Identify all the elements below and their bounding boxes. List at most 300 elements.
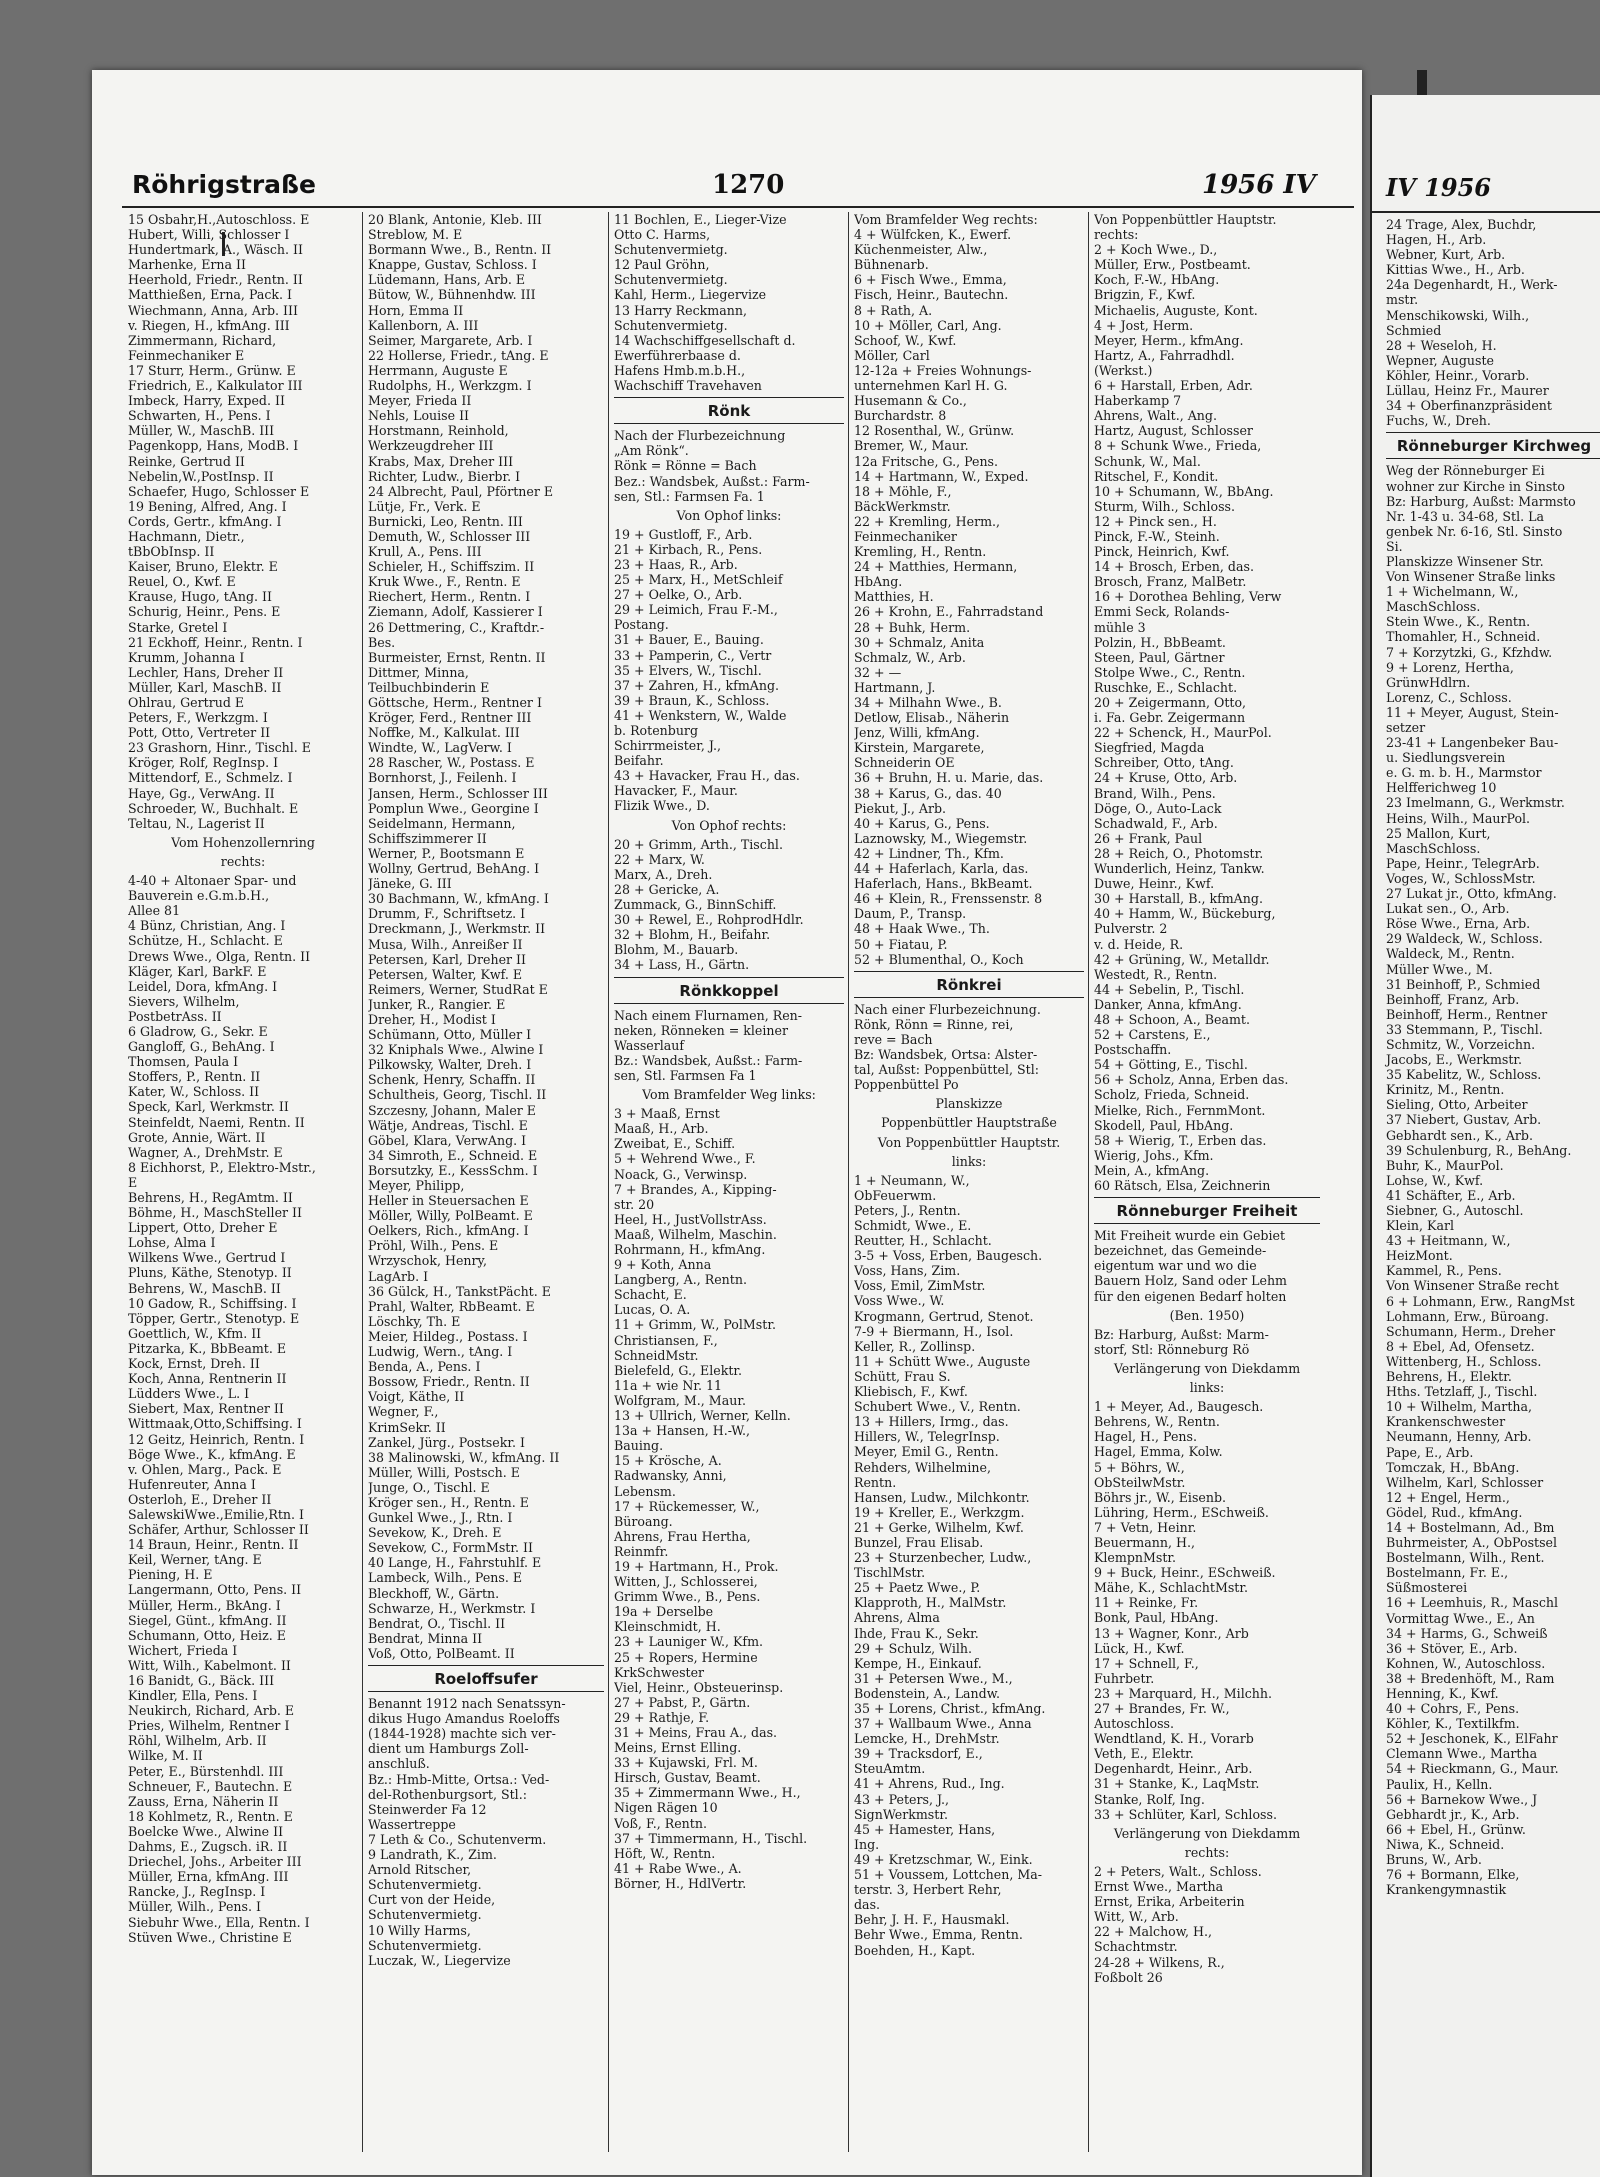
directory-entry: Lüdders Wwe., L. I bbox=[128, 1386, 250, 1402]
directory-entry: 26 + Krohn, E., Fahrradstand bbox=[854, 604, 1044, 620]
directory-entry: 28 Rascher, W., Postass. E bbox=[368, 755, 535, 771]
directory-entry: das. bbox=[854, 1897, 881, 1913]
directory-entry: unternehmen Karl H. G. bbox=[854, 378, 1008, 394]
directory-entry: Voges, W., SchlossMstr. bbox=[1386, 870, 1536, 886]
section-rule bbox=[1094, 1197, 1320, 1198]
directory-entry: terstr. 3, Herbert Rehr, bbox=[854, 1882, 1002, 1898]
directory-entry: Pluns, Käthe, Stenotyp. II bbox=[128, 1265, 292, 1281]
directory-entry: Behr Wwe., Emma, Rentn. bbox=[854, 1927, 1023, 1943]
directory-entry: Nebelin,W.,PostInsp. II bbox=[128, 468, 274, 484]
directory-entry: 19 Bening, Alfred, Ang. I bbox=[128, 498, 287, 514]
directory-entry: 54 + Rieckmann, G., Maur. bbox=[1386, 1761, 1559, 1777]
directory-entry: Hachmann, Dietr., bbox=[128, 528, 245, 544]
directory-entry: Schubert Wwe., V., Rentn. bbox=[854, 1399, 1021, 1415]
directory-entry: Nr. 1-43 u. 34-68, Stl. La bbox=[1386, 508, 1544, 524]
directory-entry: Müller, Herm., BkAng. I bbox=[128, 1597, 281, 1613]
directory-entry: 52 + Carstens, E., bbox=[1094, 1027, 1211, 1043]
directory-entry: Hansen, Ludw., Milchkontr. bbox=[854, 1489, 1030, 1505]
directory-entry: Postang. bbox=[614, 617, 669, 633]
directory-entry: 20 + Zeigermann, Otto, bbox=[1094, 695, 1247, 710]
directory-entry: Horstmann, Reinhold, bbox=[368, 423, 509, 439]
directory-entry: v. Riegen, H., kfmAng. III bbox=[128, 317, 290, 333]
directory-entry: 20 + Grimm, Arth., Tischl. bbox=[614, 836, 783, 852]
directory-entry: Schutenvermietg. bbox=[614, 242, 728, 258]
directory-entry: Mielke, Rich., FernmMont. bbox=[1094, 1102, 1266, 1118]
directory-entry: 9 + Koth, Anna bbox=[614, 1257, 712, 1273]
directory-entry: Weg der Rönneburger Ei bbox=[1386, 463, 1545, 479]
directory-entry: Siegfried, Magda bbox=[1094, 740, 1205, 756]
directory-entry: Kröger, Ferd., Rentner III bbox=[368, 710, 532, 726]
directory-entry: Bz.: Wandsbek, Außst.: Farm- bbox=[614, 1052, 803, 1068]
directory-entry: Behrens, W., MaschB. II bbox=[128, 1280, 281, 1296]
directory-entry: Schneuer, F., Bautechn. E bbox=[128, 1778, 293, 1794]
directory-column-3 bbox=[614, 212, 844, 2162]
column-divider bbox=[362, 212, 363, 2152]
directory-entry: Dreckmann, J., Werkmstr. II bbox=[368, 921, 546, 937]
directory-entry: 27 + Pabst, P., Gärtn. bbox=[614, 1694, 751, 1710]
directory-entry: Starke, Gretel I bbox=[128, 619, 228, 635]
directory-entry: Reuel, O., Kwf. E bbox=[128, 574, 236, 590]
directory-entry: SteuAmtm. bbox=[854, 1761, 926, 1777]
directory-entry: Hubert, Willi, Schlosser I bbox=[128, 227, 290, 243]
directory-entry: Meyer, Frieda II bbox=[368, 393, 472, 409]
directory-entry: Beuermann, H., bbox=[1094, 1534, 1195, 1550]
directory-entry: Kater, W., Schloss. II bbox=[128, 1084, 260, 1100]
directory-entry: Pinck, F.-W., Steinh. bbox=[1094, 528, 1220, 544]
directory-entry: Bez.: Wandsbek, Außst.: Farm- bbox=[614, 473, 810, 489]
directory-entry: Lohmann, Erw., Büroang. bbox=[1386, 1308, 1549, 1324]
directory-entry: 50 + Fiatau, P. bbox=[854, 936, 948, 952]
directory-entry: Schneiderin OE bbox=[854, 755, 955, 771]
directory-entry: 25 Mallon, Kurt, bbox=[1386, 825, 1491, 841]
directory-entry: Keil, Werner, tAng. E bbox=[128, 1552, 262, 1568]
directory-entry: Röhl, Wilhelm, Arb. II bbox=[128, 1733, 267, 1749]
left-page bbox=[92, 70, 1362, 2175]
directory-entry: 12-12a + Freies Wohnungs- bbox=[854, 362, 1032, 378]
directory-entry: Meins, Ernst Elling. bbox=[614, 1740, 742, 1756]
section-note: Von Poppenbüttler Hauptstr. bbox=[877, 1134, 1061, 1150]
directory-entry: 1 + Neumann, W., bbox=[854, 1172, 970, 1188]
directory-entry: Wasserlauf bbox=[614, 1037, 685, 1053]
directory-entry: 13a + Hansen, H.-W., bbox=[614, 1423, 751, 1439]
directory-entry: Maaß, Wilhelm, Maschin. bbox=[614, 1226, 777, 1242]
directory-entry: Peters, F., Werkzgm. I bbox=[128, 710, 268, 726]
directory-entry: Haferlach, Hans., BkBeamt. bbox=[854, 876, 1033, 892]
directory-entry: 19a + Derselbe bbox=[614, 1604, 714, 1620]
directory-entry: Seidelmann, Hermann, bbox=[368, 815, 516, 831]
directory-entry: Rudolphs, H., Werkzgm. I bbox=[368, 378, 532, 394]
directory-entry: 10 + Wilhelm, Martha, bbox=[1386, 1399, 1533, 1415]
directory-entry: HeizMont. bbox=[1386, 1248, 1453, 1264]
directory-entry: 40 Lange, H., Fahrstuhlf. E bbox=[368, 1555, 542, 1571]
directory-entry: 32 + — bbox=[854, 664, 902, 680]
directory-entry: Zimmermann, Richard, bbox=[128, 332, 277, 348]
directory-entry: Schadwald, F., Arb. bbox=[1094, 815, 1218, 831]
directory-entry: Waldeck, M., Rentn. bbox=[1386, 946, 1515, 962]
directory-entry: Wiechmann, Anna, Arb. III bbox=[128, 302, 298, 318]
directory-entry: 3-5 + Voss, Erben, Baugesch. bbox=[854, 1248, 1043, 1264]
directory-entry: 38 + Karus, G., das. 40 bbox=[854, 785, 1002, 801]
directory-entry: Matthies, H. bbox=[854, 589, 934, 605]
directory-entry: Krankenschwester bbox=[1386, 1414, 1506, 1430]
directory-entry: Riechert, Herm., Rentn. I bbox=[368, 589, 531, 605]
directory-entry: Nach einer Flurbezeichnung. bbox=[854, 1001, 1041, 1017]
directory-entry: Wittmaak,Otto,Schiffsing. I bbox=[128, 1416, 302, 1432]
directory-entry: Zweibat, E., Schiff. bbox=[614, 1136, 736, 1152]
directory-entry: Bendrat, O., Tischl. II bbox=[368, 1615, 506, 1631]
directory-entry: Voigt, Käthe, II bbox=[368, 1389, 465, 1405]
directory-entry: 6 + Fisch Wwe., Emma, bbox=[854, 272, 1007, 288]
directory-entry: Schoof, W., Kwf. bbox=[854, 332, 957, 348]
directory-entry: Goettlich, W., Kfm. II bbox=[128, 1325, 262, 1341]
directory-entry: 31 + Bauer, E., Bauing. bbox=[614, 632, 764, 648]
directory-entry: Dahms, E., Zugsch. iR. II bbox=[128, 1839, 288, 1855]
directory-entry: Schutenvermietg. bbox=[614, 317, 728, 333]
directory-entry: 24a Degenhardt, H., Werk- bbox=[1386, 277, 1558, 293]
directory-entry: Feinmechaniker bbox=[854, 528, 957, 544]
directory-entry: 13 + Ullrich, Werner, Kelln. bbox=[614, 1408, 791, 1424]
directory-entry: Burnicki, Leo, Rentn. III bbox=[368, 513, 523, 529]
directory-entry: Junker, R., Rangier. E bbox=[368, 996, 506, 1012]
page-number: 1270 bbox=[712, 170, 785, 200]
directory-entry: Paulix, H., Kelln. bbox=[1386, 1776, 1493, 1792]
directory-entry: reve = Bach bbox=[854, 1031, 933, 1047]
directory-entry: E bbox=[128, 1174, 138, 1190]
directory-entry: u. Siedlungsverein bbox=[1386, 750, 1506, 766]
directory-entry: Luczak, W., Liegervize bbox=[368, 1952, 511, 1968]
directory-entry: Bauing. bbox=[614, 1438, 664, 1454]
directory-entry: Lück, H., Kwf. bbox=[1094, 1640, 1185, 1656]
directory-entry: Schieler, H., Schiffszim. II bbox=[368, 559, 535, 575]
directory-entry: 30 + Schmalz, Anita bbox=[854, 634, 985, 650]
directory-entry: 21 + Gerke, Wilhelm, Kwf. bbox=[854, 1519, 1024, 1535]
directory-entry: Pape, Heinr., TelegrArb. bbox=[1386, 855, 1540, 871]
directory-entry: 39 Schulenburg, R., BehAng. bbox=[1386, 1142, 1572, 1158]
directory-entry: Bossow, Friedr., Rentn. II bbox=[368, 1374, 530, 1390]
directory-entry: Rehders, Wilhelmine, bbox=[854, 1459, 991, 1475]
directory-entry: Bz.: Hmb-Mitte, Ortsa.: Ved- bbox=[368, 1771, 550, 1787]
directory-entry: Wilke, M. II bbox=[128, 1748, 203, 1764]
directory-entry: Wagner, A., DrehMstr. E bbox=[128, 1144, 283, 1160]
directory-entry: 31 + Meins, Frau A., das. bbox=[614, 1725, 778, 1740]
directory-entry: 24 Albrecht, Paul, Pförtner E bbox=[368, 483, 554, 499]
directory-entry: 1 + Meyer, Ad., Baugesch. bbox=[1094, 1399, 1264, 1415]
header-rule bbox=[122, 206, 1354, 208]
directory-entry: Büroang. bbox=[614, 1513, 673, 1529]
directory-entry: Steen, Paul, Gärtner bbox=[1094, 649, 1225, 665]
right-page-header: IV 1956 bbox=[1386, 173, 1491, 202]
directory-entry: 7 + Korzytzki, G., Kfzhdw. bbox=[1386, 644, 1553, 660]
directory-entry: Haye, Gg., VerwAng. II bbox=[128, 785, 275, 801]
directory-entry: Richter, Ludw., Bierbr. I bbox=[368, 468, 521, 484]
directory-entry: Krogmann, Gertrud, Stenot. bbox=[854, 1308, 1034, 1324]
directory-entry: Allee 81 bbox=[128, 903, 181, 919]
directory-entry: 21 Eckhoff, Heinr., Rentn. I bbox=[128, 634, 303, 650]
directory-entry: Meier, Hildeg., Postass. I bbox=[368, 1328, 528, 1344]
directory-entry: Schutenvermietg. bbox=[368, 1877, 482, 1893]
directory-entry: Christiansen, F., bbox=[614, 1332, 718, 1348]
directory-entry: 31 + Petersen Wwe., M., bbox=[854, 1670, 1013, 1686]
directory-entry: MaschSchloss. bbox=[1386, 599, 1481, 615]
directory-entry: Seimer, Margarete, Arb. I bbox=[368, 332, 533, 348]
directory-entry: Schenk, Henry, Schaffn. II bbox=[368, 1072, 536, 1088]
directory-entry: Zauss, Erna, Näherin II bbox=[128, 1793, 279, 1809]
section-note: Vom Bramfelder Weg links: bbox=[642, 1087, 816, 1103]
directory-entry: Tomczak, H., BbAng. bbox=[1386, 1459, 1520, 1475]
directory-entry: Peter, E., Bürstenhdl. III bbox=[128, 1763, 284, 1779]
directory-entry: Schmidt, Wwe., E. bbox=[854, 1218, 972, 1233]
directory-entry: 17 + Rückemesser, W., bbox=[614, 1498, 760, 1514]
directory-entry: 31 Beinhoff, P., Schmied bbox=[1386, 976, 1541, 992]
directory-entry: Siegel, Günt., kfmAng. II bbox=[128, 1612, 287, 1628]
directory-entry: Pitzarka, K., BbBeamt. E bbox=[128, 1340, 287, 1356]
directory-entry: Helfferichweg 10 bbox=[1386, 780, 1497, 796]
directory-entry: Musa, Wilh., Anreißer II bbox=[368, 936, 523, 952]
directory-entry: Webner, Kurt, Arb. bbox=[1386, 247, 1506, 263]
directory-entry: Voß, Otto, PolBeamt. II bbox=[368, 1645, 515, 1661]
directory-entry: Ruschke, E., Schlacht. bbox=[1094, 679, 1238, 695]
directory-entry: Sevekow, C., FormMstr. II bbox=[368, 1540, 533, 1556]
directory-entry: Beinhoff, Franz, Arb. bbox=[1386, 991, 1520, 1007]
directory-entry: 29 + Schulz, Wilh. bbox=[854, 1640, 973, 1656]
directory-entry: 58 + Wierig, T., Erben das. bbox=[1094, 1132, 1267, 1148]
directory-entry: 44 + Sebelin, P., Tischl. bbox=[1094, 981, 1245, 997]
directory-entry: SalewskiWwe.,Emilie,Rtn. I bbox=[128, 1506, 305, 1522]
directory-entry: Bornhorst, J., Feilenh. I bbox=[368, 770, 517, 786]
directory-entry: 34 + Lass, H., Gärtn. bbox=[614, 957, 750, 973]
directory-entry: Ahrens, Frau Hertha, bbox=[614, 1528, 751, 1544]
directory-entry: Detlow, Elisab., Näherin bbox=[854, 710, 1010, 726]
directory-entry: 32 Kniphals Wwe., Alwine I bbox=[368, 1042, 544, 1058]
directory-entry: Bes. bbox=[368, 634, 396, 650]
running-header-year: 1956 IV bbox=[1202, 170, 1316, 200]
directory-entry: Wendtland, K. H., Vorarb bbox=[1094, 1731, 1254, 1747]
directory-entry: 33 + Pamperin, C., Vertr bbox=[614, 647, 772, 663]
directory-entry: Schirrmeister, J., bbox=[614, 738, 721, 754]
directory-entry: Heller in Steuersachen E bbox=[368, 1193, 529, 1209]
directory-entry: Neukirch, Richard, Arb. E bbox=[128, 1703, 295, 1719]
directory-entry: Driechel, Johs., Arbeiter III bbox=[128, 1854, 302, 1870]
directory-entry: Böge Wwe., K., kfmAng. E bbox=[128, 1446, 296, 1462]
directory-entry: 14 Wachschiffgesellschaft d. bbox=[614, 332, 796, 348]
directory-entry: Veth, E., Elektr. bbox=[1094, 1746, 1194, 1762]
directory-entry: Schütze, H., Schlacht. E bbox=[128, 933, 283, 949]
directory-entry: Krumm, Johanna I bbox=[128, 649, 245, 665]
directory-entry: Pomplun Wwe., Georgine I bbox=[368, 800, 539, 816]
directory-entry: Autoschloss. bbox=[1094, 1716, 1175, 1732]
directory-entry: 10 Gadow, R., Schiffsing. I bbox=[128, 1295, 297, 1311]
directory-entry: Ahrens, Alma bbox=[854, 1610, 940, 1626]
directory-entry: Skodell, Paul, HbAng. bbox=[1094, 1117, 1234, 1133]
directory-entry: 35 Kabelitz, W., Schloss. bbox=[1386, 1067, 1542, 1083]
directory-entry: Pape, E., Arb. bbox=[1386, 1444, 1474, 1460]
directory-entry: 16 Banidt, G., Bäck. III bbox=[128, 1673, 275, 1688]
directory-entry: anschluß. bbox=[368, 1756, 430, 1772]
directory-entry: Bz: Wandsbek, Ortsa: Alster- bbox=[854, 1047, 1038, 1063]
directory-entry: 8 + Rath, A. bbox=[854, 302, 933, 318]
directory-entry: Streblow, M. E bbox=[368, 227, 463, 243]
directory-entry: mühle 3 bbox=[1094, 619, 1146, 635]
directory-entry: Krinitz, M., Rentn. bbox=[1386, 1082, 1505, 1098]
directory-entry: Matthießen, Erna, Pack. I bbox=[128, 287, 293, 303]
directory-entry: (Werkst.) bbox=[1094, 362, 1153, 378]
directory-entry: 35 + Lorens, Christ., kfmAng. bbox=[854, 1701, 1046, 1716]
directory-entry: Duwe, Heinr., Kwf. bbox=[1094, 876, 1215, 892]
directory-entry: Müller, Erna, kfmAng. III bbox=[128, 1869, 289, 1885]
directory-entry: Fisch, Heinr., Bautechn. bbox=[854, 287, 1009, 303]
directory-entry: Marhenke, Erna II bbox=[128, 257, 246, 273]
directory-entry: Kittias Wwe., H., Arb. bbox=[1386, 262, 1525, 278]
directory-entry: 23-41 + Langenbeker Bau- bbox=[1386, 735, 1559, 751]
directory-entry: 11 Bochlen, E., Lieger-Vize bbox=[614, 212, 787, 227]
section-rule bbox=[1386, 458, 1600, 459]
directory-entry: 12 Geitz, Heinrich, Rentn. I bbox=[128, 1431, 305, 1447]
directory-entry: Petersen, Karl, Dreher II bbox=[368, 951, 527, 967]
directory-entry: Wollny, Gertrud, BehAng. I bbox=[368, 861, 540, 877]
directory-entry: 14 + Brosch, Erben, das. bbox=[1094, 559, 1254, 575]
running-header-street: Röhrigstraße bbox=[132, 170, 316, 199]
directory-entry: rechts: bbox=[1094, 227, 1139, 243]
directory-entry: Haberkamp 7 bbox=[1094, 393, 1182, 409]
directory-entry: Kruk Wwe., F., Rentn. E bbox=[368, 574, 521, 590]
directory-entry: b. Rotenburg bbox=[614, 723, 699, 738]
directory-entry: 10 + Schumann, W., BbAng. bbox=[1094, 483, 1274, 499]
column-divider bbox=[608, 212, 609, 2152]
directory-entry: Buhrmeister, A., ObPostsel bbox=[1386, 1535, 1558, 1551]
directory-entry: Rentn. bbox=[854, 1474, 897, 1490]
directory-entry: GrünwHdlrn. bbox=[1386, 674, 1471, 690]
directory-entry: 11 + Meyer, August, Stein- bbox=[1386, 704, 1559, 720]
directory-entry: Rönk, Rönn = Rinne, rei, bbox=[854, 1016, 1014, 1032]
directory-entry: Wassertreppe bbox=[368, 1816, 456, 1832]
directory-entry: Kohnen, W., Autoschloss. bbox=[1386, 1655, 1546, 1671]
directory-entry: Reinke, Gertrud II bbox=[128, 453, 245, 469]
directory-entry: Schwarten, H., Pens. I bbox=[128, 408, 271, 424]
directory-entry: Wunderlich, Heinz, Tankw. bbox=[1094, 861, 1265, 877]
directory-entry: 34 Simroth, E., Schneid. E bbox=[368, 1147, 538, 1163]
directory-entry: Küchenmeister, Alw., bbox=[854, 242, 988, 258]
directory-entry: 34 + Milhahn Wwe., B. bbox=[854, 695, 1002, 710]
directory-entry: Koch, F.-W., HbAng. bbox=[1094, 272, 1220, 288]
directory-entry: Schultheis, Georg, Tischl. II bbox=[368, 1087, 547, 1103]
directory-entry: 21 + Kirbach, R., Pens. bbox=[614, 541, 763, 557]
directory-entry: Wilkens Wwe., Gertrud I bbox=[128, 1250, 286, 1266]
directory-entry: Schmied bbox=[1386, 322, 1442, 338]
directory-entry: Boehden, H., Kapt. bbox=[854, 1942, 976, 1958]
directory-entry: Husemann & Co., bbox=[854, 393, 967, 409]
directory-entry: 40 + Karus, G., Pens. bbox=[854, 815, 990, 831]
directory-entry: Ohlrau, Gertrud E bbox=[128, 695, 245, 710]
directory-entry: 44 + Haferlach, Karla, das. bbox=[854, 861, 1029, 877]
directory-entry: Bütow, W., Bühnenhdw. III bbox=[368, 287, 536, 303]
directory-entry: Ernst Wwe., Martha bbox=[1094, 1879, 1224, 1895]
street-heading: Rönneburger Freiheit bbox=[1116, 1202, 1298, 1221]
directory-entry: Kaiser, Bruno, Elektr. E bbox=[128, 559, 278, 575]
directory-entry: dient um Hamburgs Zoll- bbox=[368, 1741, 529, 1757]
directory-entry: Bz: Harburg, Außst: Marm- bbox=[1094, 1326, 1269, 1342]
directory-entry: Voss, Emil, ZimMstr. bbox=[854, 1278, 986, 1294]
directory-entry: Langberg, A., Rentn. bbox=[614, 1272, 747, 1288]
directory-entry: Petersen, Walter, Kwf. E bbox=[368, 966, 523, 982]
directory-entry: Ahrens, Walt., Ang. bbox=[1094, 408, 1217, 424]
directory-entry: KlempnMstr. bbox=[1094, 1550, 1177, 1566]
directory-entry: Lukat sen., O., Arb. bbox=[1386, 901, 1510, 917]
directory-entry: Postschaffn. bbox=[1094, 1042, 1172, 1058]
directory-entry: Drumm, F., Schriftsetz. I bbox=[368, 906, 526, 922]
directory-entry: 7-9 + Biermann, H., Isol. bbox=[854, 1323, 1014, 1339]
directory-entry: 26 Dettmering, C., Kraftdr.- bbox=[368, 619, 545, 635]
directory-entry: 29 + Leimich, Frau F.-M., bbox=[614, 602, 778, 618]
directory-entry: Heins, Wilh., MaurPol. bbox=[1386, 810, 1531, 826]
directory-entry: Schurig, Heinr., Pens. E bbox=[128, 604, 281, 620]
directory-entry: 25 + Marx, H., MetSchleif bbox=[614, 572, 783, 588]
section-rule bbox=[854, 971, 1084, 972]
directory-entry: 7 Leth & Co., Schutenverm. bbox=[368, 1831, 547, 1847]
section-note: Von Ophof links: bbox=[676, 507, 782, 523]
directory-entry: wohner zur Kirche in Sinsto bbox=[1386, 478, 1565, 494]
directory-entry: 40 + Cohrs, F., Pens. bbox=[1386, 1701, 1520, 1717]
directory-entry: 4 + Jost, Herm. bbox=[1094, 317, 1194, 333]
directory-entry: Windte, W., LagVerw. I bbox=[368, 740, 512, 756]
directory-entry: Hartz, A., Fahrradhdl. bbox=[1094, 347, 1235, 363]
directory-entry: PostbetrAss. II bbox=[128, 1008, 222, 1024]
directory-entry: Brand, Wilh., Pens. bbox=[1094, 785, 1216, 801]
directory-entry: dikus Hugo Amandus Roeloffs bbox=[368, 1711, 560, 1727]
directory-entry: 24 + Kruse, Otto, Arb. bbox=[1094, 770, 1238, 786]
directory-entry: Benda, A., Pens. I bbox=[368, 1359, 481, 1375]
directory-entry: Müller Wwe., M. bbox=[1386, 961, 1493, 977]
directory-entry: Kirstein, Margarete, bbox=[854, 740, 985, 756]
directory-entry: Dittmer, Minna, bbox=[368, 664, 469, 680]
directory-entry: Jacobs, E., Werkmstr. bbox=[1386, 1052, 1523, 1068]
directory-entry: Demuth, W., Schlosser III bbox=[368, 528, 531, 544]
directory-entry: Gangloff, G., BehAng. I bbox=[128, 1039, 275, 1055]
directory-entry: Piekut, J., Arb. bbox=[854, 800, 947, 816]
directory-entry: 26 + Frank, Paul bbox=[1094, 830, 1203, 846]
directory-entry: Siebuhr Wwe., Ella, Rentn. I bbox=[128, 1914, 310, 1930]
directory-entry: Ernst, Erika, Arbeiterin bbox=[1094, 1894, 1245, 1910]
directory-entry: Stein Wwe., K., Rentn. bbox=[1386, 614, 1531, 630]
directory-entry: Reimers, Werner, StudRat E bbox=[368, 981, 548, 997]
directory-entry: Bühnenarb. bbox=[854, 257, 929, 273]
directory-entry: v. Ohlen, Marg., Pack. E bbox=[128, 1461, 282, 1477]
directory-entry: ObSteilwMstr. bbox=[1094, 1474, 1186, 1490]
directory-entry: Szczesny, Johann, Maler E bbox=[368, 1102, 537, 1118]
directory-entry: Radwansky, Anni, bbox=[614, 1468, 727, 1484]
directory-entry: 32 + Blohm, H., Beifahr. bbox=[614, 927, 771, 943]
right-page bbox=[1370, 95, 1600, 2177]
directory-entry: Wrzyschok, Henry, bbox=[368, 1253, 488, 1269]
directory-entry: LagArb. I bbox=[368, 1268, 429, 1284]
directory-entry: 19 + Gustloff, F., Arb. bbox=[614, 526, 753, 542]
directory-entry: Meyer, Emil G., Rentn. bbox=[854, 1444, 999, 1460]
directory-entry: Schumann, Herm., Dreher bbox=[1386, 1323, 1556, 1339]
directory-entry: Kleinschmidt, H. bbox=[614, 1619, 721, 1635]
directory-entry: storf, Stl: Rönneburg Rö bbox=[1094, 1341, 1250, 1357]
directory-entry: Schaefer, Hugo, Schlosser E bbox=[128, 483, 310, 499]
directory-entry: 22 + Malchow, H., bbox=[1094, 1924, 1213, 1940]
directory-entry: 28 + Reich, O., Photomstr. bbox=[1094, 845, 1264, 861]
directory-entry: Witten, J., Schlosserei, bbox=[614, 1574, 758, 1590]
directory-entry: 16 + Dorothea Behling, Verw bbox=[1094, 589, 1282, 605]
directory-entry: 23 Grashorn, Hinr., Tischl. E bbox=[128, 740, 311, 756]
directory-entry: Krabs, Max, Dreher III bbox=[368, 453, 514, 469]
directory-entry: Süßmosterei bbox=[1386, 1580, 1468, 1596]
directory-entry: Otto C. Harms, bbox=[614, 227, 711, 243]
directory-entry: Lohse, Alma I bbox=[128, 1235, 216, 1251]
directory-entry: 39 + Braun, K., Schloss. bbox=[614, 692, 770, 708]
directory-entry: Bostelmann, Fr. E., bbox=[1386, 1565, 1509, 1581]
